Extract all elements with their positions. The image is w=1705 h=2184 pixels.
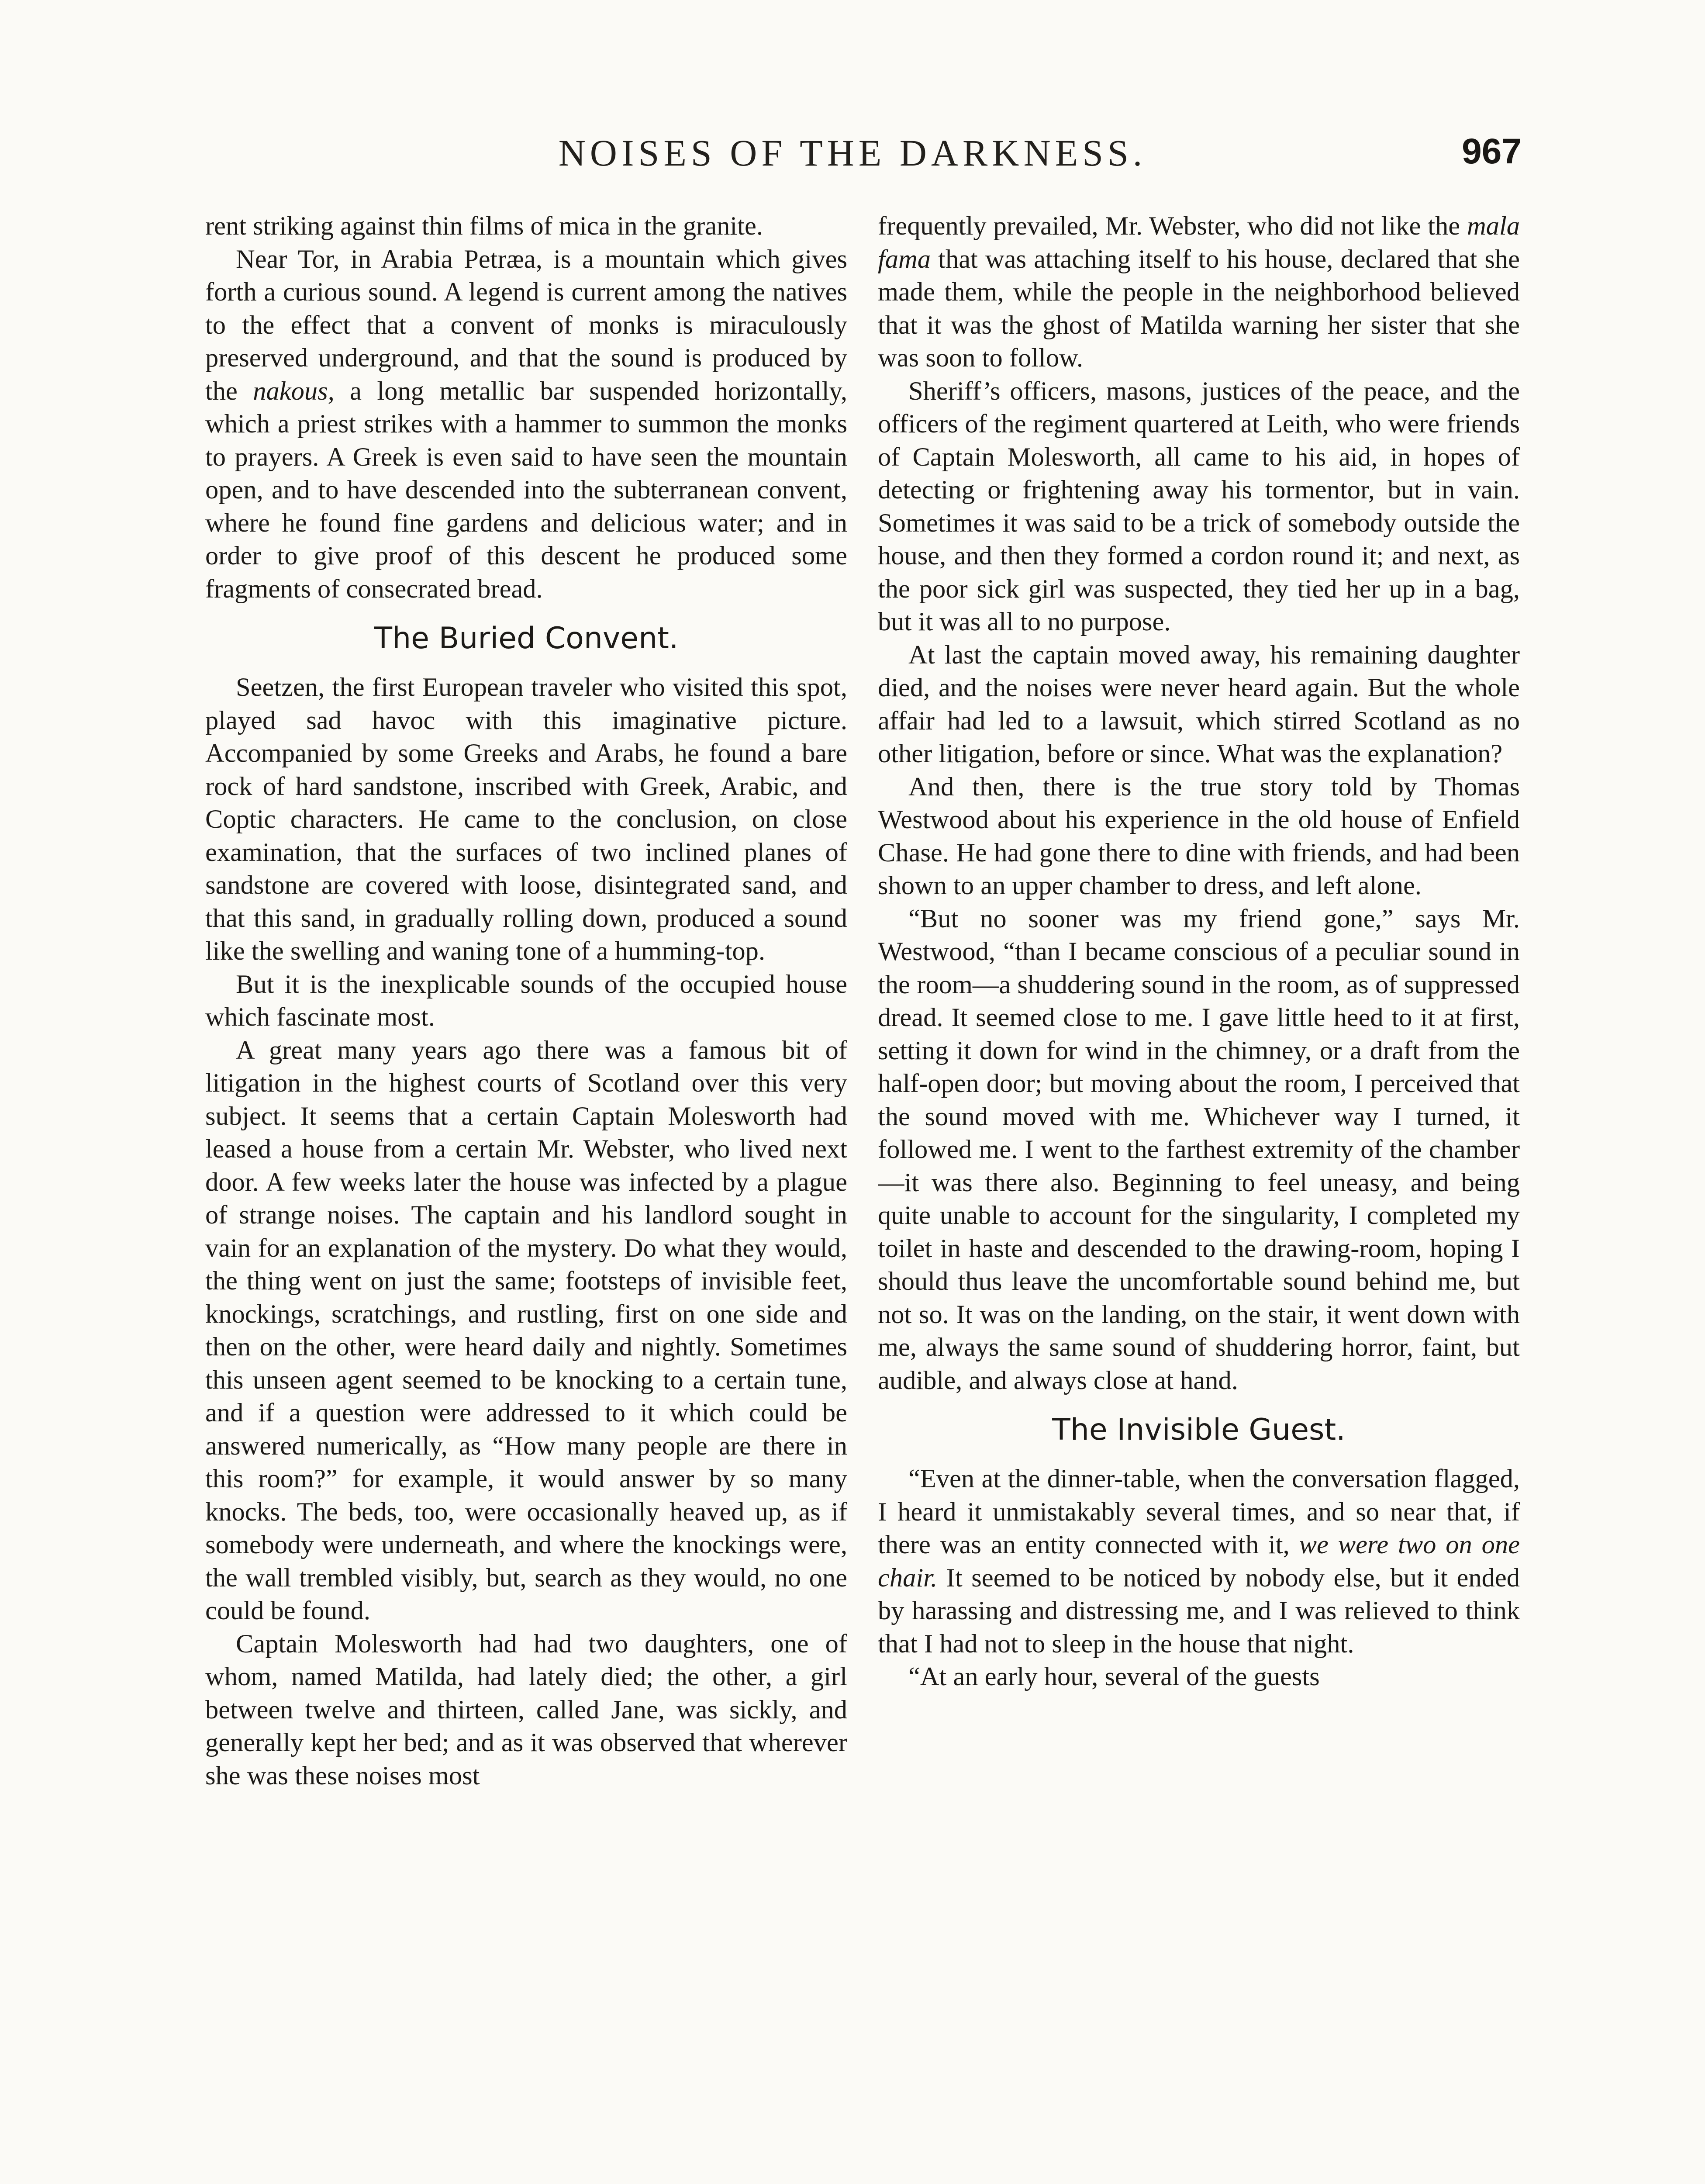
left-column (205, 210, 847, 2184)
paragraph: Sheriff’s officers, masons, justices of the peace, and the officers of the regiment quartered at Leith, who were friends of Captain Molesworth, all came to his aid, in hopes of detecting or frightening away his tormentor, but in vain. Sometimes it was said to be a trick of somebody outside the house, and then they formed a cordon round it; and next, as the poor sick girl was suspected, they tied her up in a bag, but it was all to no purpose. (878, 376, 1520, 636)
paragraph: But it is the inexplicable sounds of the occupied house which fascinate most. (205, 969, 847, 1032)
paragraph: A great many years ago there was a famous bit of litigation in the highest courts of Scotland over this very subject. It seems that a certain Captain Molesworth had leased a house from a certain Mr. Webster, who lived next door. A few weeks later the house was infected by a plague of strange noises. The captain and his landlord sought in vain for an explanation of the mystery. Do what they would, the thing went on just the same; footsteps of invisible feet, knockings, scratchings, and rustling, first on one side and then on the other, were heard daily and nightly. Sometimes this unseen agent seemed to be knocking to a certain tune, and if a question were addressed to it which could be answered numerically, as “How many people are there in this room?” for example, it would answer by so many knocks. The beds, too, were occasionally heaved up, as if somebody were underneath, and where the knockings were, the wall trembled visibly, but, search as they would, no one could be found. (205, 1035, 847, 1625)
paragraph: rent striking against thin films of mica in the granite. (205, 211, 763, 241)
italic-term: nakous, (253, 376, 335, 406)
paragraph-text: “Even at the dinner-table, when the conversation flagged, I heard it unmistakably several times, and so near that, if there was an entity connected with it, (878, 1464, 1520, 1559)
running-header (0, 131, 1705, 179)
page-number: 967 (1462, 131, 1522, 171)
paragraph-text: It seemed to be noticed by nobody else, but it ended by harassing and distressing me, and I was relieved to think that I had not to sleep in the house that night. (878, 1563, 1520, 1659)
paragraph (205, 243, 847, 606)
paragraph: And then, there is the true story told by Thomas Westwood about his experience in the old house of Enfield Chase. He had gone there to dine with friends, and had been shown to an upper chamber to dress, and left alone. (878, 772, 1520, 900)
paragraph: Captain Molesworth had had two daughters, one of whom, named Matilda, had lately died; the other, a girl between twelve and thirteen, called Jane, was sickly, and generally kept her bed; and as it was observed that wherever she was these noises most (205, 1629, 847, 1790)
paragraph-text: Near Tor, in Arabia Petræa, is a mountain which gives forth a curious sound. A legend is current among the natives to the effect that a convent of monks is miraculously preserved underground, and that the sound is produced by the (205, 244, 847, 406)
paragraph: At last the captain moved away, his remaining daughter died, and the noises were never heard again. But the whole affair had led to a lawsuit, which stirred Scotland as no other litigation, before or since. What was the explanation? (878, 640, 1520, 768)
paragraph: Seetzen, the first European traveler who visited this spot, played sad havoc with this imaginative picture. Accompanied by some Greeks and Arabs, he found a bare rock of hard sandstone, inscribed with Greek, Arabic, and Coptic characters. He came to the conclusion, on close examination, that the surfaces of two inclined planes of sandstone are covered with loose, disintegrated sand, and that this sand, in gradually rolling down, produced a sound like the swelling and waning tone of a humming-top. (205, 673, 847, 966)
paragraph (878, 210, 1520, 375)
paragraph-text: frequently prevailed, Mr. Webster, who did not like the (878, 211, 1467, 241)
paragraph: “At an early hour, several of the guests (908, 1662, 1320, 1691)
italic-phrase: we were two on one chair. (878, 1530, 1520, 1593)
paragraph (878, 1462, 1520, 1660)
section-heading: The Invisible Guest. (1052, 1413, 1346, 1447)
section-heading: The Buried Convent. (374, 621, 679, 656)
paragraph: “But no sooner was my friend gone,” says Mr. Westwood, “than I became conscious of a peculiar sound in the room—a shuddering sound in the room, as of suppressed dread. It seemed close to me. I gave little heed to it at first, setting it down for wind in the chimney, or a draft from the half-open door; but moving about the room, I perceived that the sound moved with me. Whichever way I turned, it followed me. I went to the farthest extremity of the chamber—it was there also. Beginning to feel uneasy, and being quite unable to account for the singularity, I completed my toilet in haste and descended to the drawing-room, hoping I should thus leave the uncomfortable sound behind me, but not so. It was on the landing, on the stair, it went down with me, always the same sound of shuddering horror, faint, but audible, and always close at hand. (878, 904, 1520, 1395)
italic-term: mala fama (878, 211, 1520, 274)
running-title: NOISES OF THE DARKNESS. (558, 132, 1147, 174)
paragraph-text: that was attaching itself to his house, declared that she made them, while the people in the neighborhood believed that it was the ghost of Matilda warning her sister that she was soon to follow. (878, 244, 1520, 373)
paragraph-text: a long metallic bar suspended horizontally, which a priest strikes with a hammer to summon the monks to prayers. A Greek is even said to have seen the mountain open, and to have descended into the subterranean convent, where he found fine gardens and delicious water; and in order to give proof of this descent he produced some fragments of consecrated bread. (205, 376, 847, 604)
right-column (878, 210, 1520, 2184)
